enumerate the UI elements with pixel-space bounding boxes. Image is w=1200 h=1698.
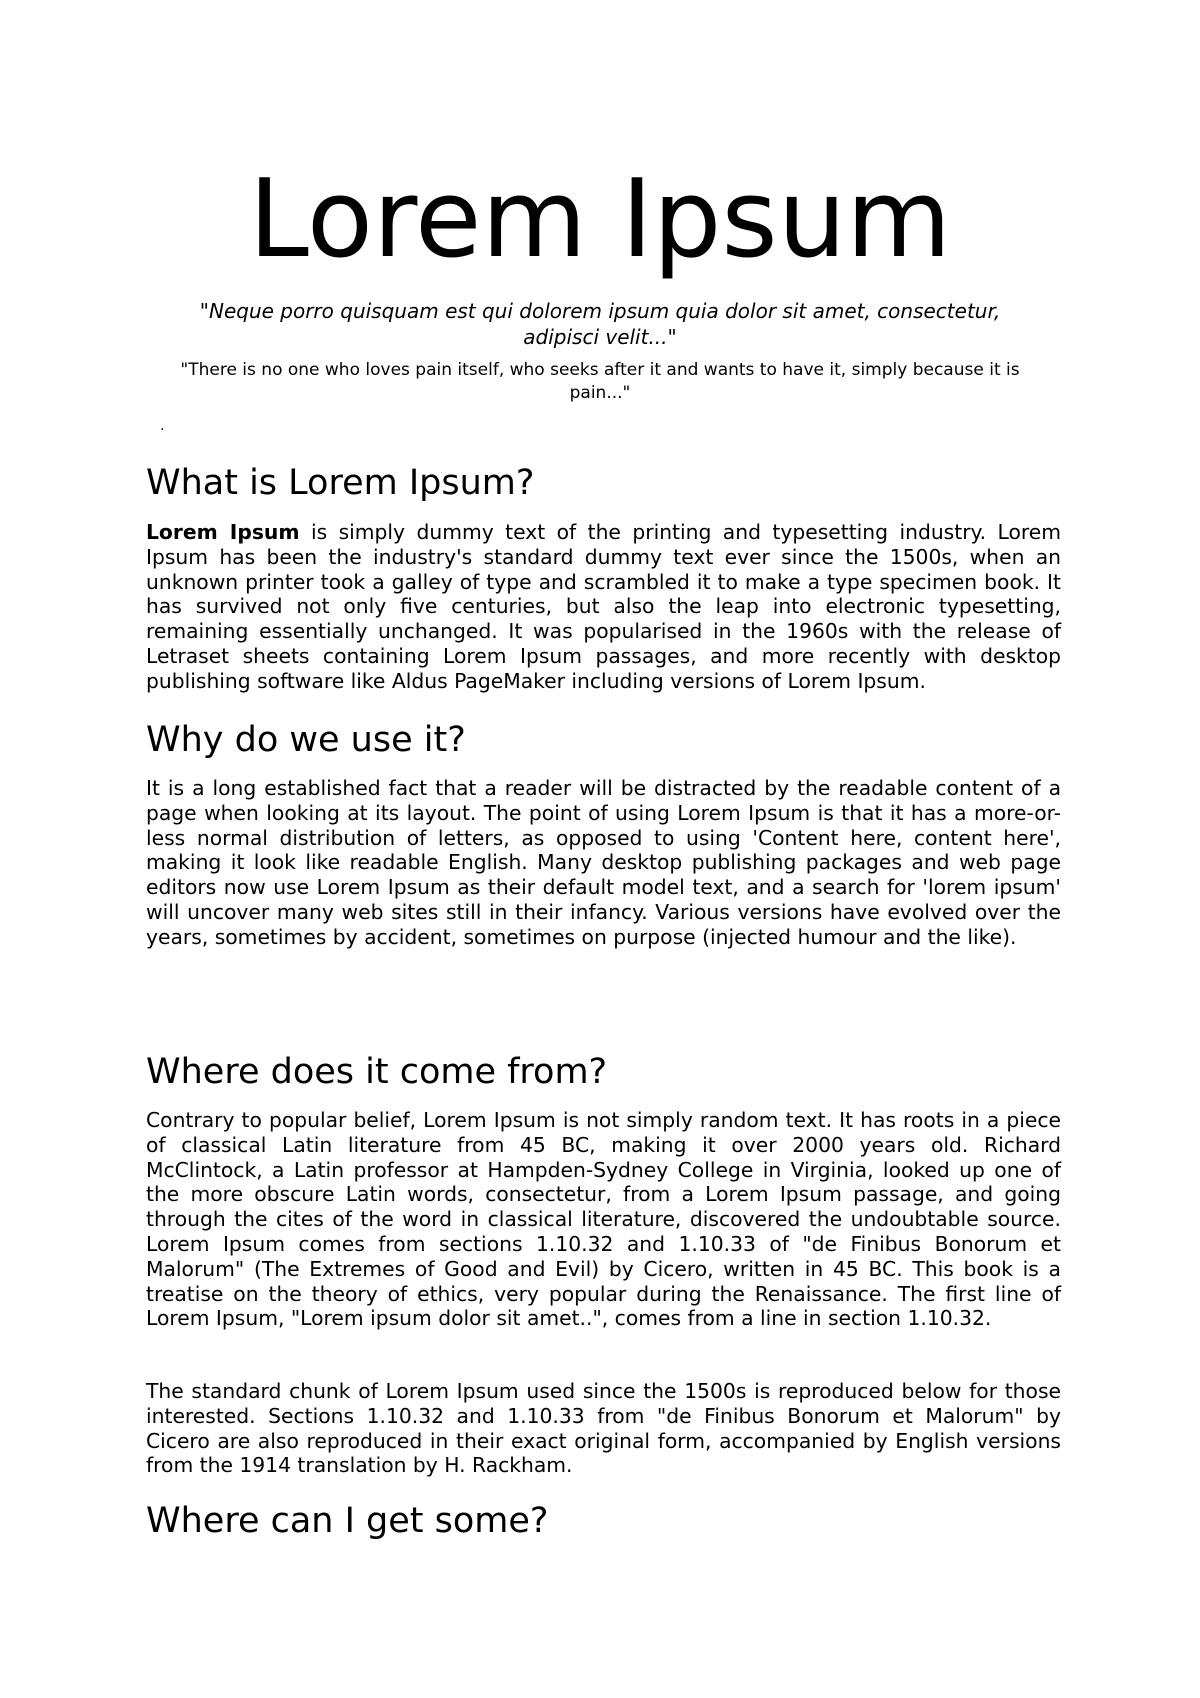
separator-dot: . bbox=[160, 418, 165, 434]
latin-quote: "Neque porro quisquam est qui dolorem ipsum quia dolor sit amet, consectetur, adipisci velit..." bbox=[199, 299, 1001, 349]
paragraph-text: is simply dummy text of the printing and typesetting industry. Lorem Ipsum has been the industry's standard dummy text ever since the 1500s, when an unknown printer took a galley of type and scrambled it to make a type specimen book. It has survived not only five centuries, but also the leap into electronic typesetting, remaining essentially unchanged. It was popularised in the 1960s with the release of Letraset sheets containing Lorem Ipsum passages, and more recently with desktop publishing software like Aldus PageMaker including versions of Lorem Ipsum. bbox=[146, 520, 1061, 693]
english-quote: "There is no one who loves pain itself, who seeks after it and wants to have it, simply because it is pain..." bbox=[180, 360, 1020, 403]
paragraph-what-is-lorem-ipsum bbox=[146, 520, 1061, 694]
document-title: Lorem Ipsum bbox=[248, 157, 952, 282]
paragraph-why-do-we-use-it: It is a long established fact that a reader will be distracted by the readable content of a page when looking at its layout. The point of using Lorem Ipsum is that it has a more-or-less normal distribution of letters, as opposed to using 'Content here, content here', making it look like readable English. Many desktop publishing packages and web page editors now use Lorem Ipsum as their default model text, and a search for 'lorem ipsum' will uncover many web sites still in their infancy. Various versions have evolved over the years, sometimes by accident, sometimes on purpose (injected humour and the like). bbox=[146, 776, 1061, 949]
paragraph-where-does-it-come-from: Contrary to popular belief, Lorem Ipsum is not simply random text. It has roots in a piece of classical Latin literature from 45 BC, making it over 2000 years old. Richard McClintock, a Latin professor at Hampden-Sydney College in Virginia, looked up one of the more obscure Latin words, consectetur, from a Lorem Ipsum passage, and going through the cites of the word in classical literature, discovered the undoubtable source. Lorem Ipsum comes from sections 1.10.32 and 1.10.33 of "de Finibus Bonorum et Malorum" (The Extremes of Good and Evil) by Cicero, written in 45 BC. This book is a treatise on the theory of ethics, very popular during the Renaissance. The first line of Lorem Ipsum, "Lorem ipsum dolor sit amet..", comes from a line in section 1.10.32. bbox=[146, 1108, 1061, 1331]
lead-bold-term: Lorem Ipsum bbox=[146, 520, 300, 544]
heading-where-can-i-get-some: Where can I get some? bbox=[146, 1501, 549, 1541]
heading-why-do-we-use-it: Why do we use it? bbox=[146, 720, 466, 760]
heading-where-does-it-come-from: Where does it come from? bbox=[146, 1052, 608, 1092]
heading-what-is-lorem-ipsum: What is Lorem Ipsum? bbox=[146, 463, 535, 503]
paragraph-standard-chunk: The standard chunk of Lorem Ipsum used since the 1500s is reproduced below for those interested. Sections 1.10.32 and 1.10.33 from "de Finibus Bonorum et Malorum" by Cicero are also reproduced in their exact original form, accompanied by English versions from the 1914 translation by H. Rackham. bbox=[146, 1379, 1061, 1478]
